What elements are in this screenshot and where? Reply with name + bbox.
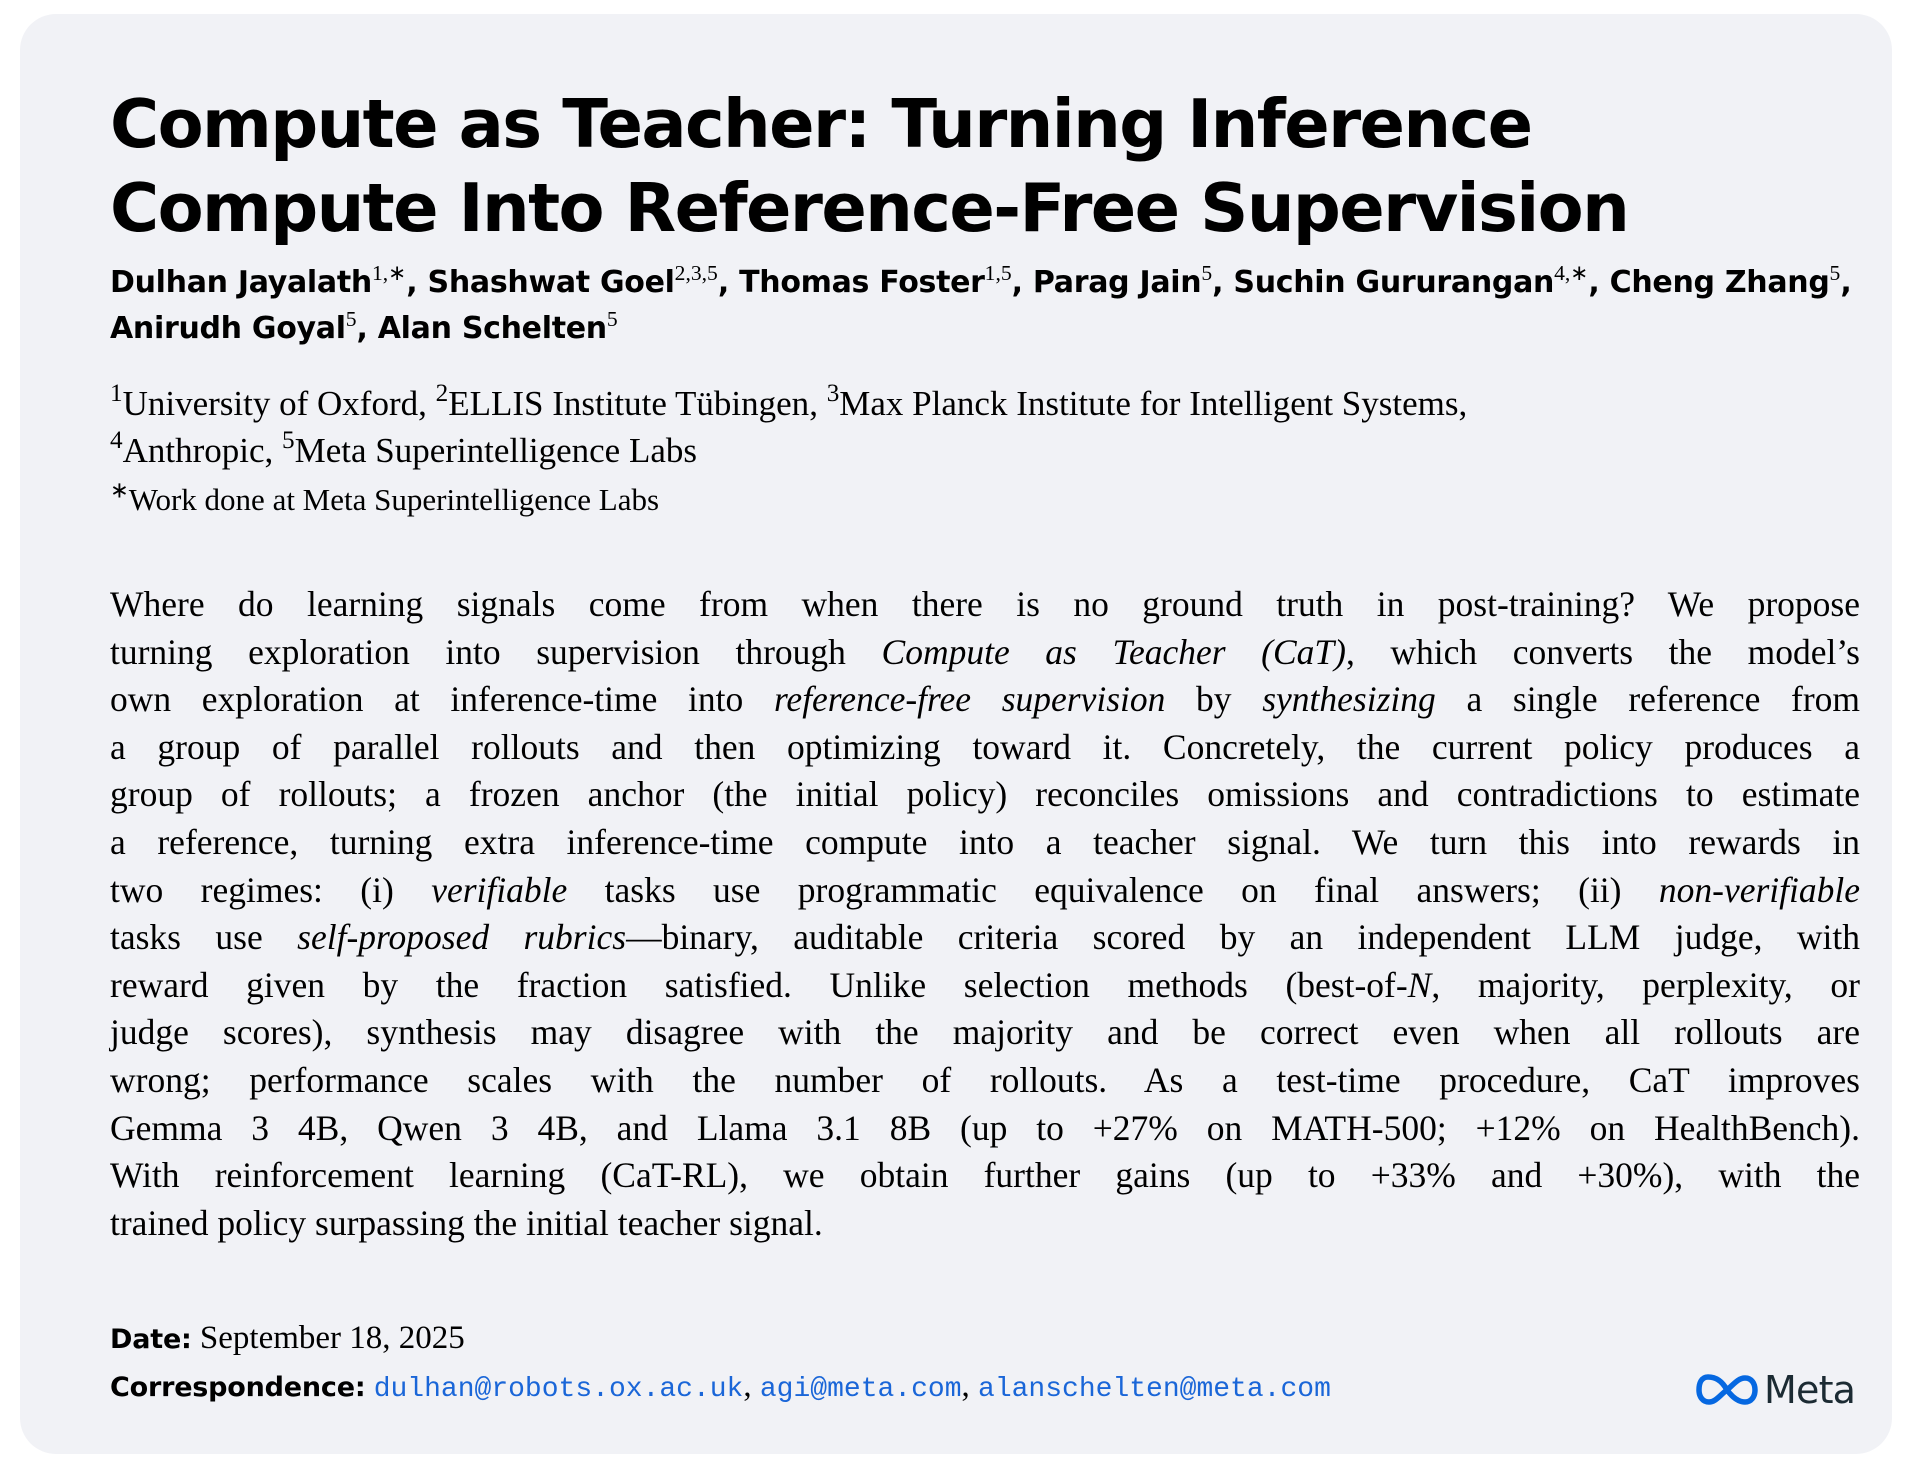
abstract-line: reward given by the fraction satisfied. Unlike selection methods (best-of-N, majority, perplexity, or: [110, 964, 1860, 1005]
affiliation: Anthropic: [122, 431, 265, 470]
author: Anirudh Goyal$^5$: [110, 307, 357, 346]
author: Alan Schelten$^5$: [377, 307, 618, 346]
abstract-line: Gemma 3 4B, Qwen 3 4B, and Llama 3.1 8B (up to +27% on MATH-500; +12% on HealthBench).: [110, 1107, 1860, 1148]
affiliation: Max Planck Institute for Intelligent Systems: [839, 384, 1459, 423]
email-link[interactable]: alanschelten@meta.com: [978, 1374, 1331, 1405]
author-list: Dulhan Jayalath$^{1,∗}$, Shashwat Goel$^{2,3,5}$, Thomas Foster$^{1,5}$, Parag Jain$^5$, Suchin Gururangan$^{4,∗}$, Cheng Zhang$^5$, Anirudh Goyal$^5$, Alan Schelten$^5$: [110, 261, 1852, 346]
abstract-line: turning exploration into supervision through Compute as Teacher (CaT), which converts the model’s: [110, 631, 1860, 672]
email-link[interactable]: dulhan@robots.ox.ac.uk: [373, 1374, 744, 1405]
abstract-line: two regimes: (i) verifiable tasks use programmatic equivalence on final answers; (ii) non-verifiable: [110, 869, 1860, 910]
correspondence-row: Correspondence: dulhan@robots.ox.ac.uk, agi@meta.com, alanschelten@meta.com: [110, 1368, 1331, 1405]
affiliation-list: $^1$University of Oxford, $^2$ELLIS Institute Tübingen, $^3$Max Planck Institute for Intelligent Systems, $^4$Anthropic, $^5$Meta Superintelligence Labs: [110, 380, 1468, 470]
abstract-line: With reinforcement learning (CaT-RL), we obtain further gains (up to +33% and +30%), with the: [110, 1155, 1860, 1196]
affiliation: University of Oxford: [122, 384, 419, 423]
abstract-line: wrong; performance scales with the number of rollouts. As a test-time procedure, CaT improves: [110, 1059, 1860, 1100]
author: Dulhan Jayalath$^{1,∗}$: [110, 261, 407, 300]
author: Parag Jain$^5$: [1032, 261, 1213, 300]
abstract-line: group of rollouts; a frozen anchor (the initial policy) reconciles omissions and contradictions to estimate: [110, 774, 1860, 815]
email-link[interactable]: agi@meta.com: [759, 1374, 962, 1405]
meta-logo: [1696, 1368, 1855, 1412]
date-value: September 18, 2025: [199, 1320, 465, 1356]
abstract-line: Where do learning signals come from when there is no ground truth in post-training? We propose: [110, 584, 1860, 624]
date-label: Date:: [110, 1324, 192, 1355]
paper-title: [110, 82, 1830, 250]
title-line: Compute as Teacher: Turning Inference: [110, 85, 1532, 163]
affiliation: Meta Superintelligence Labs: [294, 431, 697, 470]
author: Cheng Zhang$^5$: [1609, 261, 1841, 300]
date-row: [110, 1316, 465, 1362]
abstract-line: tasks use self-proposed rubrics—binary, auditable criteria scored by an independent LLM judge, with: [110, 917, 1861, 958]
author: Suchin Gururangan$^{4,∗}$: [1233, 261, 1589, 300]
abstract: [110, 581, 1860, 1247]
title-line: Compute Into Reference-Free Supervision: [110, 169, 1629, 247]
abstract-line: own exploration at inference-time into reference-free supervision by synthesizing a single reference from: [110, 679, 1861, 720]
abstract-line: a reference, turning extra inference-time compute into a teacher signal. We turn this into rewards in: [110, 821, 1860, 862]
footnote: ∗Work done at Meta Superintelligence Labs: [110, 477, 660, 517]
paper-card: [20, 14, 1892, 1454]
abstract-line: a group of parallel rollouts and then optimizing toward it. Concretely, the current policy produces a: [110, 726, 1860, 767]
abstract-line: judge scores), synthesis may disagree with the majority and be correct even when all rollouts are: [110, 1012, 1860, 1053]
correspondence-label: Correspondence:: [110, 1372, 366, 1403]
author: Shashwat Goel$^{2,3,5}$: [427, 261, 718, 300]
affiliation: ELLIS Institute Tübingen: [448, 384, 810, 423]
meta-infinity-icon: [1696, 1374, 1758, 1406]
meta-wordmark: Meta: [1764, 1368, 1856, 1412]
author: Thomas Foster$^{1,5}$: [739, 261, 1012, 300]
abstract-line: trained policy surpassing the initial teacher signal.: [110, 1202, 823, 1243]
